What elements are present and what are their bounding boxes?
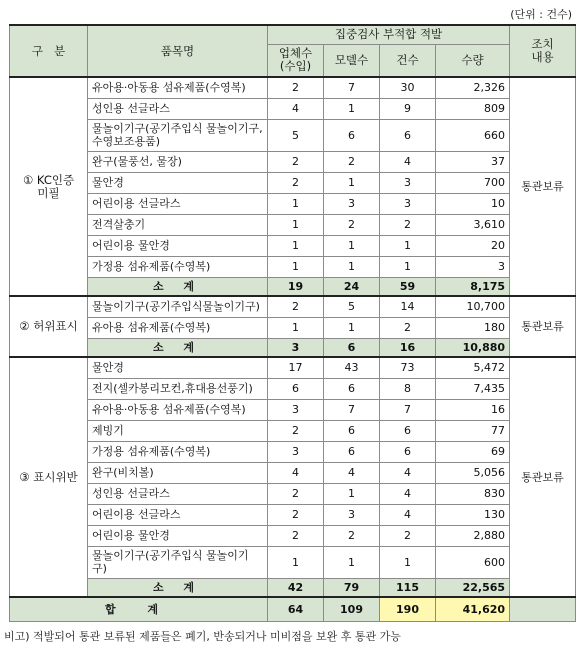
subtotal-row <box>10 277 576 296</box>
models-value: 1 <box>324 546 380 578</box>
quantity-value: 69 <box>436 441 510 462</box>
cases-value: 4 <box>380 483 436 504</box>
models-value: 7 <box>324 77 380 98</box>
companies-value: 2 <box>268 296 324 317</box>
header-models: 모델수 <box>324 44 380 77</box>
companies-value: 1 <box>268 256 324 277</box>
models-value: 1 <box>324 256 380 277</box>
category-cell: ③ 표시위반 <box>10 357 88 597</box>
item-name: 제빙기 <box>88 420 268 441</box>
item-name: 어린이용 물안경 <box>88 235 268 256</box>
quantity-value: 600 <box>436 546 510 578</box>
table-row <box>10 98 576 119</box>
table-row <box>10 378 576 399</box>
models-value: 7 <box>324 399 380 420</box>
quantity-value: 3,610 <box>436 214 510 235</box>
table-row <box>10 357 576 378</box>
cases-value: 3 <box>380 193 436 214</box>
subtotal-companies: 42 <box>268 578 324 597</box>
models-value: 3 <box>324 504 380 525</box>
item-name: 물안경 <box>88 357 268 378</box>
subtotal-cases: 115 <box>380 578 436 597</box>
quantity-value: 130 <box>436 504 510 525</box>
subtotal-quantity: 22,565 <box>436 578 510 597</box>
cases-value: 6 <box>380 441 436 462</box>
total-companies: 64 <box>268 597 324 621</box>
subtotal-label: 소 계 <box>88 338 268 357</box>
header-action: 조치 내용 <box>510 25 576 77</box>
table-row <box>10 317 576 338</box>
cases-value: 2 <box>380 317 436 338</box>
companies-value: 3 <box>268 441 324 462</box>
quantity-value: 809 <box>436 98 510 119</box>
header-item: 품목명 <box>88 25 268 77</box>
companies-value: 17 <box>268 357 324 378</box>
item-name: 어린이용 선글라스 <box>88 504 268 525</box>
companies-value: 1 <box>268 214 324 235</box>
total-label: 합 계 <box>10 597 268 621</box>
quantity-value: 37 <box>436 151 510 172</box>
models-value: 1 <box>324 483 380 504</box>
action-cell: 통관보류 <box>510 357 576 597</box>
item-name: 성인용 선글라스 <box>88 98 268 119</box>
table-body <box>10 77 576 621</box>
header-category: 구 분 <box>10 25 88 77</box>
table-row <box>10 256 576 277</box>
cases-value: 6 <box>380 420 436 441</box>
item-name: 가정용 섬유제품(수영복) <box>88 441 268 462</box>
subtotal-label: 소 계 <box>88 277 268 296</box>
models-value: 6 <box>324 420 380 441</box>
header-group: 집중검사 부적합 적발 <box>268 25 510 44</box>
subtotal-companies: 19 <box>268 277 324 296</box>
companies-value: 2 <box>268 525 324 546</box>
table-row <box>10 214 576 235</box>
cases-value: 3 <box>380 172 436 193</box>
cases-value: 2 <box>380 214 436 235</box>
item-name: 성인용 선글라스 <box>88 483 268 504</box>
models-value: 1 <box>324 317 380 338</box>
subtotal-models: 24 <box>324 277 380 296</box>
models-value: 1 <box>324 235 380 256</box>
table-row <box>10 235 576 256</box>
models-value: 5 <box>324 296 380 317</box>
table-row <box>10 399 576 420</box>
cases-value: 1 <box>380 235 436 256</box>
companies-value: 1 <box>268 546 324 578</box>
item-name: 어린이용 물안경 <box>88 525 268 546</box>
inspection-results-table <box>9 24 576 622</box>
models-value: 2 <box>324 214 380 235</box>
cases-value: 73 <box>380 357 436 378</box>
quantity-value: 10,700 <box>436 296 510 317</box>
header-quantity: 수량 <box>436 44 510 77</box>
cases-value: 4 <box>380 151 436 172</box>
models-value: 6 <box>324 378 380 399</box>
subtotal-models: 79 <box>324 578 380 597</box>
cases-value: 4 <box>380 504 436 525</box>
quantity-value: 180 <box>436 317 510 338</box>
table-row <box>10 462 576 483</box>
header-companies: 업체수 (수입) <box>268 44 324 77</box>
total-row <box>10 597 576 621</box>
models-value: 4 <box>324 462 380 483</box>
companies-value: 5 <box>268 119 324 151</box>
quantity-value: 16 <box>436 399 510 420</box>
category-cell: ② 허위표시 <box>10 296 88 357</box>
item-name: 유아용·아동용 섬유제품(수영복) <box>88 399 268 420</box>
cases-value: 7 <box>380 399 436 420</box>
subtotal-row <box>10 338 576 357</box>
footnote: 비고) 적발되어 통관 보류된 제품들은 폐기, 반송되거나 미비점을 보완 후 통관 가능 <box>4 630 401 643</box>
quantity-value: 830 <box>436 483 510 504</box>
cases-value: 1 <box>380 256 436 277</box>
quantity-value: 2,880 <box>436 525 510 546</box>
subtotal-cases: 59 <box>380 277 436 296</box>
subtotal-models: 6 <box>324 338 380 357</box>
item-name: 전격살충기 <box>88 214 268 235</box>
total-quantity: 41,620 <box>436 597 510 621</box>
item-name: 전지(셀카봉리모컨,휴대용선풍기) <box>88 378 268 399</box>
companies-value: 2 <box>268 483 324 504</box>
models-value: 3 <box>324 193 380 214</box>
unit-label: (단위 : 건수) <box>510 8 572 21</box>
quantity-value: 77 <box>436 420 510 441</box>
quantity-value: 2,326 <box>436 77 510 98</box>
table-row <box>10 504 576 525</box>
action-cell: 통관보류 <box>510 296 576 357</box>
item-name: 완구(물풍선, 물장) <box>88 151 268 172</box>
item-name: 가정용 섬유제품(수영복) <box>88 256 268 277</box>
table-row <box>10 77 576 98</box>
cases-value: 8 <box>380 378 436 399</box>
subtotal-cases: 16 <box>380 338 436 357</box>
item-name: 어린이용 선글라스 <box>88 193 268 214</box>
item-name: 완구(비치볼) <box>88 462 268 483</box>
header-cases: 건수 <box>380 44 436 77</box>
cases-value: 6 <box>380 119 436 151</box>
item-name: 유아용·아동용 섬유제품(수영복) <box>88 77 268 98</box>
table-row <box>10 483 576 504</box>
models-value: 6 <box>324 119 380 151</box>
table-row <box>10 193 576 214</box>
models-value: 6 <box>324 441 380 462</box>
quantity-value: 5,472 <box>436 357 510 378</box>
cases-value: 30 <box>380 77 436 98</box>
total-action-empty <box>510 597 576 621</box>
quantity-value: 700 <box>436 172 510 193</box>
subtotal-companies: 3 <box>268 338 324 357</box>
companies-value: 2 <box>268 504 324 525</box>
models-value: 2 <box>324 151 380 172</box>
item-name: 물놀이기구(공기주입식물놀이기구) <box>88 296 268 317</box>
companies-value: 2 <box>268 77 324 98</box>
total-cases: 190 <box>380 597 436 621</box>
quantity-value: 3 <box>436 256 510 277</box>
cases-value: 9 <box>380 98 436 119</box>
models-value: 43 <box>324 357 380 378</box>
cases-value: 14 <box>380 296 436 317</box>
models-value: 1 <box>324 98 380 119</box>
cases-value: 4 <box>380 462 436 483</box>
subtotal-label: 소 계 <box>88 578 268 597</box>
models-value: 1 <box>324 172 380 193</box>
subtotal-quantity: 8,175 <box>436 277 510 296</box>
table-row <box>10 525 576 546</box>
companies-value: 1 <box>268 317 324 338</box>
item-name: 물놀이기구(공기주입식 물놀이기구, 수영보조용품) <box>88 119 268 151</box>
cases-value: 1 <box>380 546 436 578</box>
companies-value: 3 <box>268 399 324 420</box>
action-cell: 통관보류 <box>510 77 576 296</box>
table-row <box>10 441 576 462</box>
models-value: 2 <box>324 525 380 546</box>
quantity-value: 10 <box>436 193 510 214</box>
item-name: 유아용 섬유제품(수영복) <box>88 317 268 338</box>
companies-value: 4 <box>268 98 324 119</box>
item-name: 물놀이기구(공기주입식 물놀이기구) <box>88 546 268 578</box>
total-models: 109 <box>324 597 380 621</box>
table-row <box>10 296 576 317</box>
companies-value: 1 <box>268 193 324 214</box>
category-cell: ① KC인증 미필 <box>10 77 88 296</box>
table-row <box>10 546 576 578</box>
table-row <box>10 119 576 151</box>
companies-value: 2 <box>268 172 324 193</box>
item-name: 물안경 <box>88 172 268 193</box>
table-row <box>10 151 576 172</box>
companies-value: 4 <box>268 462 324 483</box>
subtotal-row <box>10 578 576 597</box>
table-row <box>10 420 576 441</box>
companies-value: 6 <box>268 378 324 399</box>
companies-value: 2 <box>268 420 324 441</box>
cases-value: 2 <box>380 525 436 546</box>
subtotal-quantity: 10,880 <box>436 338 510 357</box>
quantity-value: 20 <box>436 235 510 256</box>
quantity-value: 5,056 <box>436 462 510 483</box>
table-row <box>10 172 576 193</box>
companies-value: 1 <box>268 235 324 256</box>
quantity-value: 660 <box>436 119 510 151</box>
quantity-value: 7,435 <box>436 378 510 399</box>
companies-value: 2 <box>268 151 324 172</box>
